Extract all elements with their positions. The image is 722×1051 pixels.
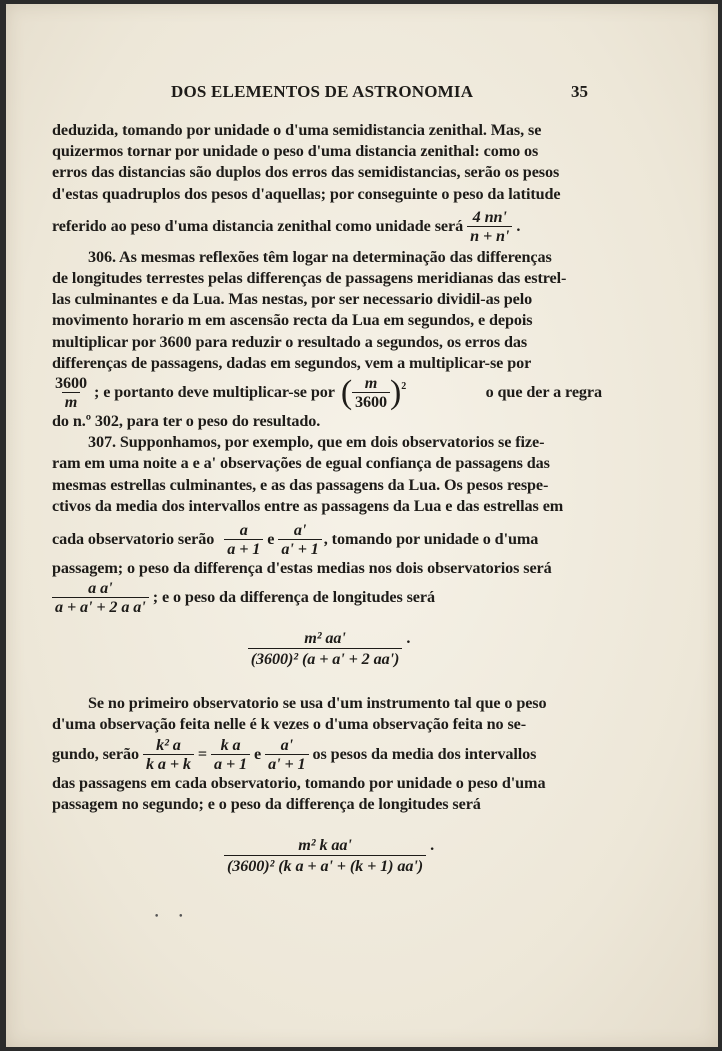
denominator: a + a' + 2 a a' bbox=[52, 597, 149, 616]
text-line-with-formula bbox=[52, 736, 602, 773]
text-line-with-formula bbox=[52, 374, 602, 411]
text-line: differenças de passagens, dadas em segundos, vem a multiplicar-se por bbox=[52, 353, 532, 372]
fraction-longitude-weight bbox=[248, 628, 403, 669]
text-fragment: As mesmas reflexões têm logar na determinação das differenças bbox=[119, 247, 552, 266]
page-body bbox=[52, 120, 602, 886]
running-title: DOS ELEMENTOS DE ASTRONOMIA bbox=[171, 82, 474, 101]
fraction-longitude-weight-k bbox=[224, 835, 426, 876]
numerator: a' bbox=[293, 521, 307, 540]
page-number: 35 bbox=[571, 82, 588, 101]
numerator: k² a bbox=[156, 735, 181, 754]
text-fragment: Supponhamos, por exemplo, que em dois observatorios se fize- bbox=[119, 433, 545, 452]
text-line: Se no primeiro observatorio se usa d'um instrumento tal que o peso bbox=[88, 694, 547, 713]
text-line: das passagens em cada observatorio, tomando por unidade o peso d'uma bbox=[52, 773, 546, 792]
text-line: mesmas estrellas culminantes, e as das passagens da Lua. Os pesos respe- bbox=[52, 475, 549, 494]
text-line: do n.º 302, para ter o peso do resultado. bbox=[52, 412, 321, 431]
paragraph-number: 307. bbox=[88, 433, 116, 452]
running-header bbox=[6, 82, 718, 106]
fraction-k2a bbox=[143, 736, 194, 773]
text-line: d'estas quadruplos dos pesos d'aquellas; por conseguinte o peso da latitude bbox=[52, 184, 561, 203]
numerator: m² k aa' bbox=[298, 836, 352, 855]
numerator: a bbox=[239, 521, 248, 540]
equals-sign: = bbox=[197, 744, 208, 763]
denominator: (3600)² (a + a' + 2 aa') bbox=[248, 648, 403, 669]
text-line: de longitudes terrestes pelas differenças de passagens meridianas das estrel- bbox=[52, 269, 567, 288]
text-fragment: ; e o peso da differença de longitudes será bbox=[152, 588, 435, 607]
numerator: m² aa' bbox=[304, 629, 346, 648]
text-line: multiplicar por 3600 para reduzir o resultado a segundos, os erros das bbox=[52, 332, 528, 351]
text-line: ctivos da media dos intervallos entre as passagens da Lua e das estrellas em bbox=[52, 496, 564, 515]
text-line: deduzida, tomando por unidade o d'uma semidistancia zenithal. Mas, se bbox=[52, 121, 542, 139]
book-page bbox=[6, 4, 718, 1047]
text-line: las culminantes e da Lua. Mas nestas, por ser necessario dividil-as pelo bbox=[52, 290, 533, 309]
text-fragment: referido ao peso d'uma distancia zenithal como unidade será bbox=[52, 216, 464, 235]
numerator: k a bbox=[220, 735, 241, 754]
text-fragment: e bbox=[254, 744, 262, 763]
numerator: a' bbox=[280, 735, 294, 754]
text-line: erros das distancias são duplos dos erros das semidistancias, serão os pesos bbox=[52, 163, 560, 182]
text-fragment: cada observatorio serão bbox=[52, 529, 215, 548]
text-line: quizermos tornar por unidade o peso d'uma distancia zenithal: como os bbox=[52, 142, 539, 161]
text-fragment: gundo, serão bbox=[52, 744, 139, 763]
display-formula: $\frac{\text{m² k aa'}}{\text{(3600)² (k a + a' + (k + 1) aa')}}$ . bbox=[52, 835, 602, 876]
fraction-a-prime-2 bbox=[265, 736, 308, 773]
paragraph-number: 306. bbox=[88, 247, 116, 266]
text-fragment: ; e portanto deve multiplicar-se por bbox=[93, 382, 335, 401]
numerator: 4 nn' bbox=[472, 207, 507, 226]
text-line: passagem; o peso da differença d'estas medias nos dois observatorios será bbox=[52, 559, 552, 578]
fraction-a-prime bbox=[278, 521, 321, 558]
text-fragment: o que der a regra bbox=[485, 382, 602, 401]
denominator: a' + 1 bbox=[265, 754, 308, 773]
paragraph-307-line bbox=[52, 432, 602, 453]
fraction-m-over-3600 bbox=[352, 374, 390, 411]
fraction-latitude-weight bbox=[467, 208, 512, 245]
text-fragment: e bbox=[267, 529, 275, 548]
left-paren: ( bbox=[340, 373, 353, 411]
bottom-mark: • • bbox=[154, 912, 192, 922]
denominator: 3600 bbox=[352, 392, 390, 411]
exponent: 2 bbox=[401, 380, 407, 392]
denominator: (3600)² (k a + a' + (k + 1) aa') bbox=[224, 855, 426, 876]
text-line: passagem no segundo; e o peso da differença de longitudes será bbox=[52, 794, 481, 813]
fraction-a bbox=[224, 521, 263, 558]
text-line: ram em uma noite a e a' observações de egual confiança de passagens das bbox=[52, 454, 550, 473]
numerator: m bbox=[364, 374, 378, 393]
denominator: a + 1 bbox=[211, 754, 250, 773]
fraction-mean-difference-weight bbox=[52, 579, 149, 616]
denominator: m bbox=[62, 392, 81, 411]
denominator: a' + 1 bbox=[278, 539, 321, 558]
text-line-with-formula: referido ao peso d'uma distancia zenithal como unidade será $\frac{4 nn'}{n + n'}$ . bbox=[52, 207, 521, 245]
denominator: a + 1 bbox=[224, 539, 263, 558]
fraction-3600-over-m bbox=[52, 374, 90, 411]
numerator: 3600 bbox=[55, 374, 87, 393]
paragraph-306-line bbox=[52, 247, 602, 268]
text-line: d'uma observação feita nelle é k vezes o d'uma observação feita no se- bbox=[52, 715, 527, 734]
text-fragment: os pesos da media dos intervallos bbox=[312, 744, 537, 763]
text-fragment: , tomando por unidade o d'uma bbox=[323, 529, 539, 548]
fraction-ka bbox=[211, 736, 250, 773]
right-paren: ) bbox=[390, 373, 402, 411]
denominator: k a + k bbox=[143, 754, 194, 773]
text-line-with-formula bbox=[52, 579, 602, 616]
display-formula: $\frac{\text{m² aa'}}{\text{(3600)² (a + a' + 2 aa')}}$ . bbox=[52, 628, 602, 669]
numerator: a a' bbox=[88, 579, 113, 598]
text-line-with-formula bbox=[52, 521, 602, 558]
text-line: movimento horario m em ascensão recta da Lua em segundos, e depois bbox=[52, 311, 533, 330]
denominator: n + n' bbox=[467, 226, 512, 245]
